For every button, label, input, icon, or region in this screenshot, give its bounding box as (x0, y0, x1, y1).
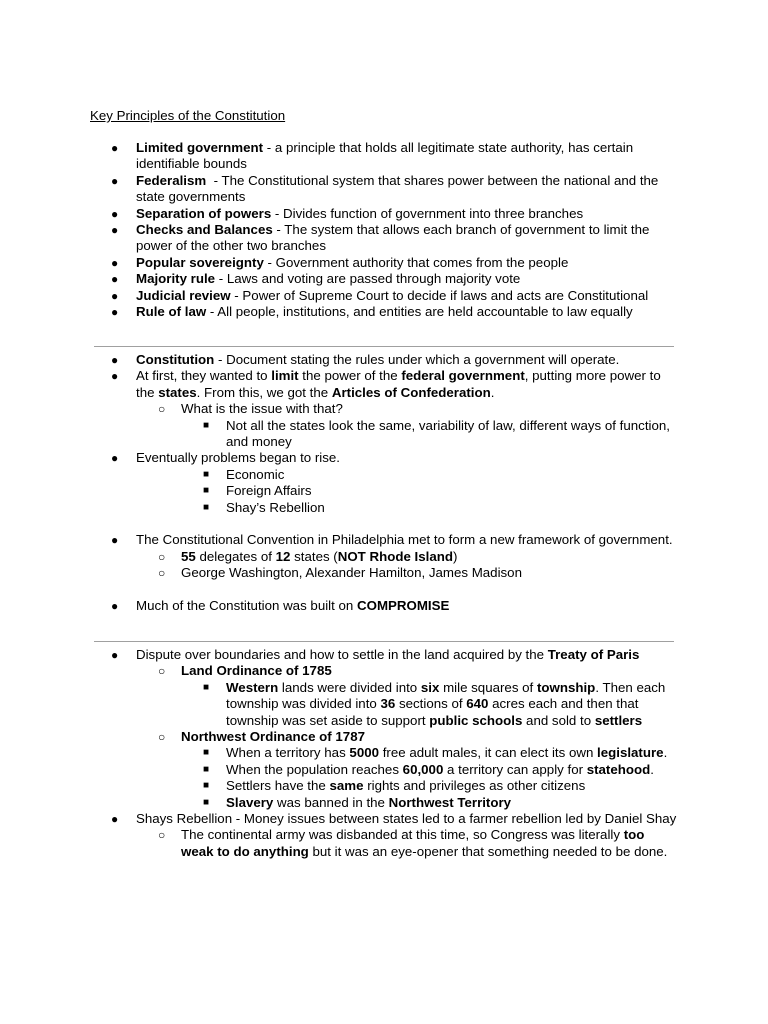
disc-bullet-icon: ● (111, 599, 119, 614)
list-item: ● Judicial review - Power of Supreme Court to decide if laws and acts are Constitutional (111, 287, 649, 303)
list-item: ● At first, they wanted to limit the power of the federal government, putting more power to the states. From this, we got the Articles of Confederation. (111, 368, 661, 400)
list-item: ■ Economic (203, 466, 285, 482)
circle-bullet-icon: ○ (158, 828, 166, 843)
circle-bullet-icon: ○ (158, 402, 166, 417)
list-item: ● Dispute over boundaries and how to settle in the land acquired by the Treaty of Paris (111, 647, 640, 662)
disc-bullet-icon: ● (111, 812, 119, 827)
list-item: ○ 55 delegates of 12 states (NOT Rhode Island) (158, 548, 458, 564)
disc-bullet-icon: ● (111, 288, 119, 303)
disc-bullet-icon: ● (111, 173, 119, 188)
list-item: ○ The continental army was disbanded at this time, so Congress was literally too weak to do anything but it was an eye-opener that something needed to be done. (158, 827, 668, 859)
square-bullet-icon: ■ (203, 681, 210, 693)
disc-bullet-icon: ● (111, 305, 119, 320)
square-bullet-icon: ■ (203, 419, 210, 431)
list-item: ● Federalism - The Constitutional system that shares power between the national and the state governments (111, 172, 663, 205)
list-item: ○ What is the issue with that? (158, 401, 343, 417)
list-item: ■ Not all the states look the same, variability of law, different ways of function, and money (203, 417, 670, 450)
principles-list (0, 140, 768, 320)
list-item: ● Popular sovereignty - Government authority that comes from the people (111, 254, 569, 270)
list-item: ● Much of the Constitution was built on COMPROMISE (111, 598, 450, 614)
list-item: ● Rule of law - All people, institutions, and entities are held accountable to law equally (111, 304, 633, 320)
disc-bullet-icon: ● (111, 533, 119, 548)
list-item: ● The Constitutional Convention in Philadelphia met to form a new framework of government. (111, 532, 673, 548)
square-bullet-icon: ■ (203, 468, 210, 480)
list-item: ■ Shay’s Rebellion (203, 499, 325, 515)
list-item: ● Checks and Balances - The system that allows each branch of government to limit the power of the other two branches (111, 222, 650, 254)
disc-bullet-icon: ● (111, 141, 119, 155)
disc-bullet-icon: ● (111, 648, 119, 662)
square-bullet-icon: ■ (203, 796, 210, 808)
square-bullet-icon: ■ (203, 763, 210, 775)
list-item: ● Shays Rebellion - Money issues between states led to a farmer rebellion led by Daniel Shay (111, 811, 677, 827)
square-bullet-icon: ■ (203, 780, 210, 792)
territory-section (0, 647, 768, 860)
circle-bullet-icon: ○ (158, 566, 166, 581)
list-item: ● Eventually problems began to rise. (111, 450, 340, 466)
circle-bullet-icon: ○ (158, 664, 166, 679)
constitution-section (0, 352, 768, 614)
list-item: ● Majority rule - Laws and voting are passed through majority vote (111, 271, 521, 287)
disc-bullet-icon: ● (111, 223, 119, 238)
list-item: ■ Foreign Affairs (203, 483, 312, 499)
circle-bullet-icon: ○ (158, 730, 166, 745)
square-bullet-icon: ■ (203, 485, 210, 497)
list-item: ■ When a territory has 5000 free adult males, it can elect its own legislature. (203, 745, 668, 761)
disc-bullet-icon: ● (111, 369, 119, 384)
square-bullet-icon: ■ (203, 747, 210, 759)
list-item: ■ When the population reaches 60,000 a territory can apply for statehood. (203, 761, 654, 777)
square-bullet-icon: ■ (203, 501, 210, 513)
list-item: ● Limited government - a principle that holds all legitimate state authority, has certain identifiable bounds (111, 140, 634, 172)
list-item: ■ Slavery was banned in the Northwest Territory (203, 794, 512, 810)
circle-bullet-icon: ○ (158, 549, 166, 564)
disc-bullet-icon: ● (111, 353, 119, 367)
spacer (0, 582, 768, 598)
disc-bullet-icon: ● (111, 451, 119, 466)
spacer (0, 516, 768, 532)
disc-bullet-icon: ● (111, 206, 119, 221)
horizontal-rule (94, 346, 674, 347)
document-title: Key Principles of the Constitution (90, 108, 286, 123)
list-item: ■ Western lands were divided into six mile squares of township. Then each township was divided into 36 sections of 640 acres each and then that township was set aside to support public schools and sold to settlers (203, 679, 666, 728)
list-item: ○ Land Ordinance of 1785 (158, 663, 332, 679)
list-item: ○ George Washington, Alexander Hamilton, James Madison (158, 565, 522, 581)
list-item: ■ Settlers have the same rights and privileges as other citizens (203, 778, 586, 794)
disc-bullet-icon: ● (111, 255, 119, 270)
list-item: ● Constitution - Document stating the rules under which a government will operate. (111, 352, 620, 367)
list-item: ○ Northwest Ordinance of 1787 (158, 729, 365, 745)
disc-bullet-icon: ● (111, 272, 119, 287)
list-item: ● Separation of powers - Divides function of government into three branches (111, 205, 584, 221)
horizontal-rule (94, 641, 674, 642)
